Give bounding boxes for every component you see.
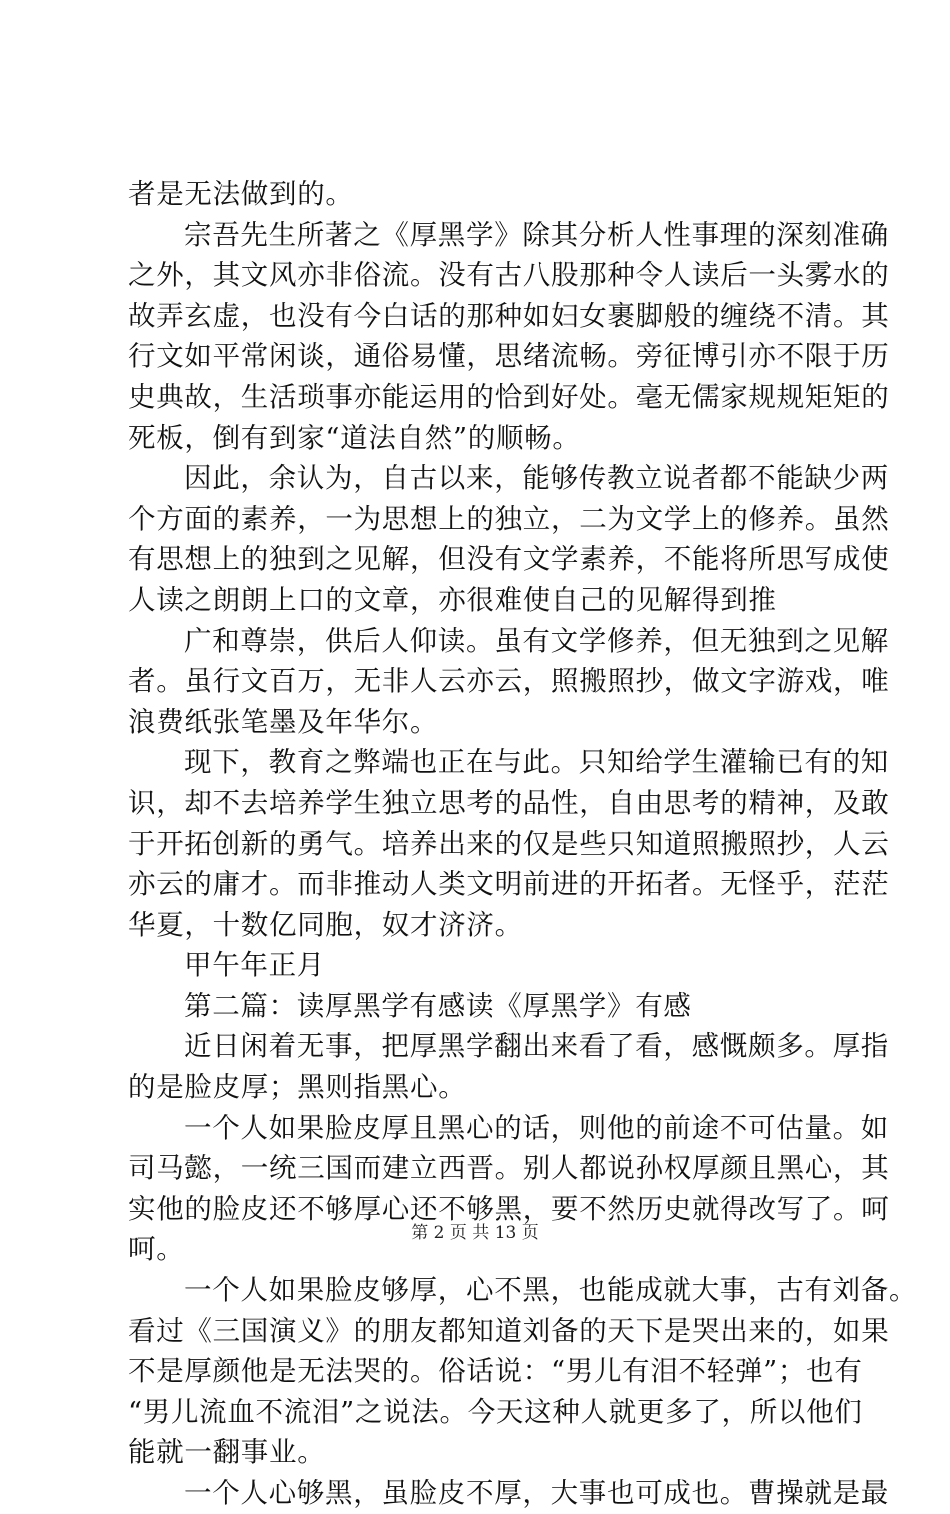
text-line: 人读之朗朗上口的文章，亦很难使自己的见解得到推 — [128, 583, 777, 616]
text-line: 看过《三国演义》的朋友都知道刘备的天下是哭出来的，如果 — [128, 1314, 890, 1347]
text-line: 不是厚颜他是无法哭的。俗话说：“男儿有泪不轻弹”；也有 — [128, 1355, 863, 1388]
text-line: 因此，余认为，自古以来，能够传教立说者都不能缺少两 — [184, 462, 889, 495]
page-footer: 第 2 页 共 13 页 — [411, 1223, 539, 1243]
text-line: 一个人如果脸皮厚且黑心的话，则他的前途不可估量。如 — [184, 1111, 889, 1144]
text-line: 行文如平常闲谈，通俗易懂，思绪流畅。旁征博引亦不限于历 — [128, 340, 890, 373]
text-line: 近日闲着无事，把厚黑学翻出来看了看，感慨颇多。厚指 — [184, 1030, 889, 1063]
text-line: 亦云的庸才。而非推动人类文明前进的开拓者。无怪乎，茫茫 — [128, 868, 890, 901]
text-line: 史典故，生活琐事亦能运用的恰到好处。毫无儒家规规矩矩的 — [128, 380, 890, 413]
text-line: 司马懿，一统三国而建立西晋。别人都说孙权厚颜且黑心，其 — [128, 1152, 890, 1185]
text-line: 者是无法做到的。 — [128, 178, 354, 210]
text-line: 个方面的素养，一为思想上的独立，二为文学上的修养。虽然 — [128, 502, 890, 535]
text-line: 一个人如果脸皮够厚，心不黑，也能成就大事，古有刘备。 — [184, 1274, 918, 1307]
text-line: 有思想上的独到之见解，但没有文学素养，不能将所思写成使 — [128, 543, 890, 576]
text-line: “男儿流血不流泪”之说法。今天这种人就更多了，所以他们 — [128, 1395, 863, 1428]
text-line: 甲午年正月 — [184, 949, 325, 982]
text-line: 现下，教育之弊端也正在与此。只知给学生灌输已有的知 — [184, 746, 889, 779]
text-line: 呵。 — [128, 1233, 185, 1266]
text-line: 实他的脸皮还不够厚心还不够黑，要不然历史就得改写了。呵 — [128, 1192, 890, 1225]
text-line: 死板，倒有到家“道法自然”的顺畅。 — [128, 421, 581, 454]
text-line: 一个人心够黑，虽脸皮不厚，大事也可成也。曹操就是最 — [184, 1477, 889, 1509]
text-line: 于开拓创新的勇气。培养出来的仅是些只知道照搬照抄，人云 — [128, 827, 890, 860]
text-line: 华夏，十数亿同胞，奴才济济。 — [128, 908, 523, 941]
text-line: 者。虽行文百万，无非人云亦云，照搬照抄，做文字游戏，唯 — [128, 665, 890, 698]
text-line: 广和尊崇，供后人仰读。虽有文学修养，但无独到之见解 — [184, 624, 889, 657]
body-text — [128, 174, 918, 1514]
text-line: 第二篇：读厚黑学有感读《厚黑学》有感 — [184, 989, 692, 1022]
text-line: 能就一翻事业。 — [128, 1436, 326, 1469]
text-line: 之外，其文风亦非俗流。没有古八股那种令人读后一头雾水的 — [128, 259, 890, 292]
text-line: 故弄玄虚，也没有今白话的那种如妇女裹脚般的缠绕不清。其 — [128, 299, 890, 332]
text-line: 的是脸皮厚；黑则指黑心。 — [128, 1071, 467, 1104]
text-line: 浪费纸张笔墨及年华尔。 — [128, 705, 439, 738]
text-line: 识，却不去培养学生独立思考的品性，自由思考的精神，及敢 — [128, 786, 890, 819]
text-line: 宗吾先生所著之《厚黑学》除其分析人性事理的深刻准确 — [184, 218, 889, 251]
